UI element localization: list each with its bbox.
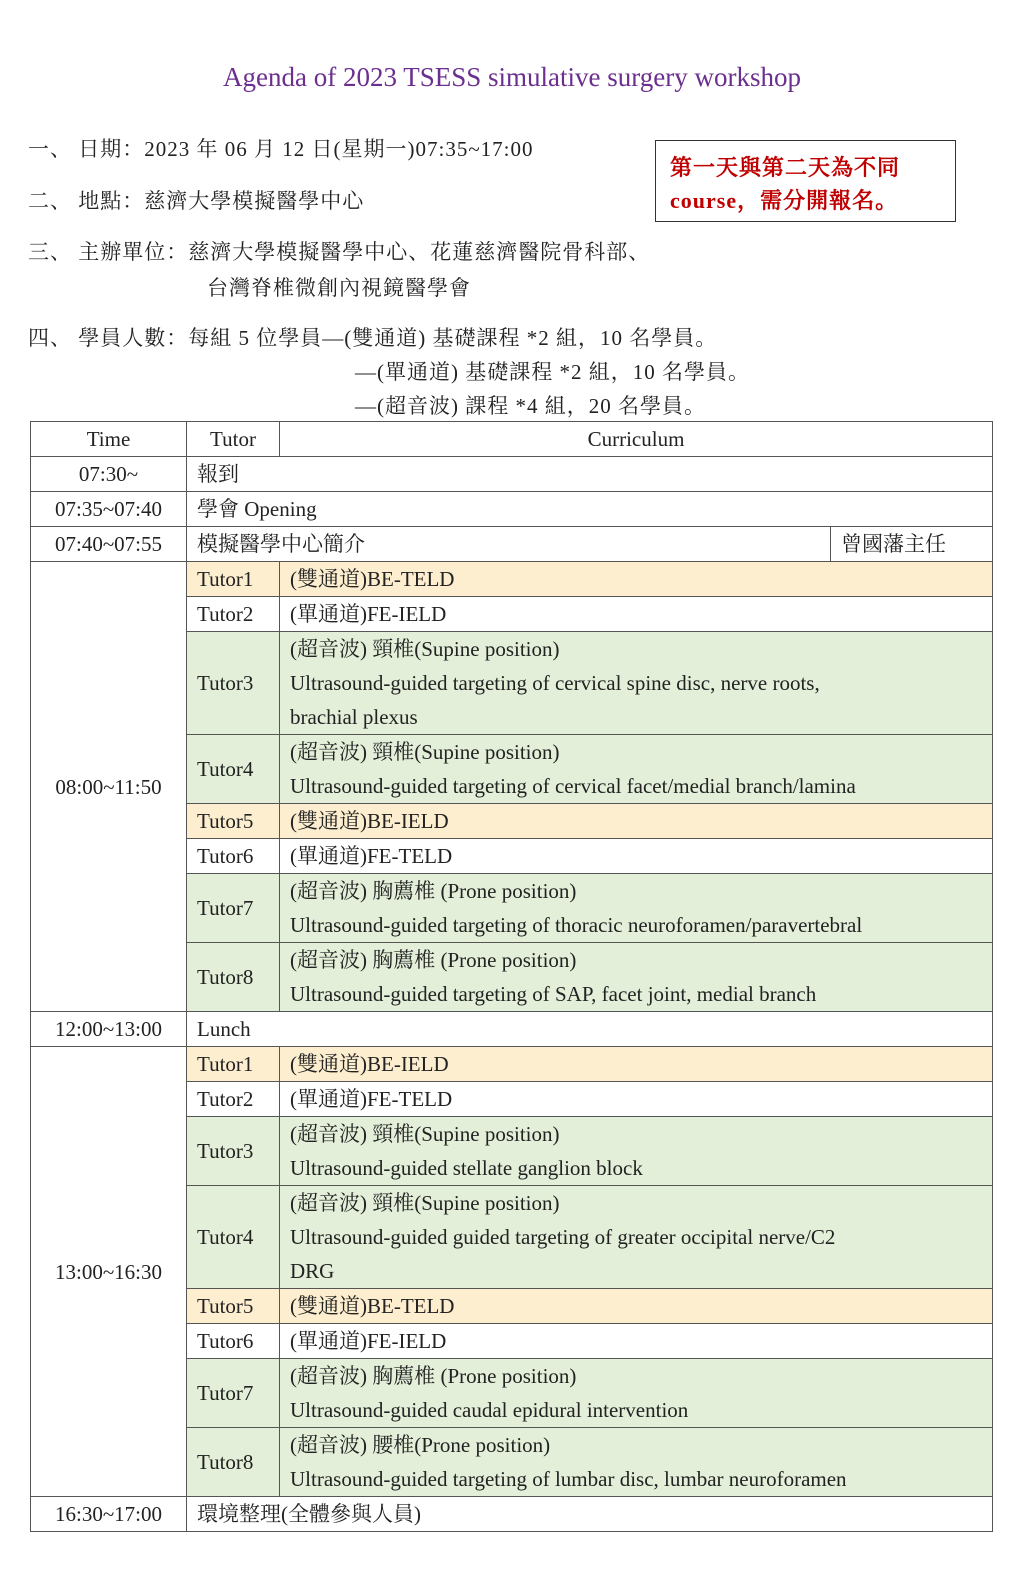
notice-box — [655, 140, 956, 222]
curriculum-line: (超音波) 胸薦椎 (Prone position) — [290, 948, 577, 972]
tutor-label: Tutor2 — [187, 597, 280, 632]
curriculum-line: (雙通道)BE-TELD — [290, 567, 455, 591]
info-participants-3: —(超音波) 課程 *4 組，20 名學員。 — [355, 394, 706, 418]
curriculum-line: (單通道)FE-IELD — [290, 1329, 447, 1353]
tutor-label: Tutor6 — [187, 839, 280, 874]
afternoon-session-row — [31, 1047, 993, 1082]
tutor-label: Tutor8 — [187, 943, 280, 1012]
intro-speaker: 曾國藩主任 — [831, 527, 993, 562]
curriculum-cell — [280, 943, 993, 1012]
curriculum-cell — [280, 735, 993, 804]
opening-row — [31, 492, 993, 527]
opening-time: 07:35~07:40 — [31, 492, 187, 527]
intro-text: 模擬醫學中心簡介 — [187, 527, 831, 562]
curriculum-line: Ultrasound-guided caudal epidural intervention — [290, 1398, 689, 1422]
curriculum-line: Ultrasound-guided targeting of thoracic neuroforamen/paravertebral — [290, 913, 863, 937]
curriculum-line: (雙通道)BE-IELD — [290, 1052, 449, 1076]
curriculum-line: (超音波) 胸薦椎 (Prone position) — [290, 879, 577, 903]
morning-session-time: 08:00~11:50 — [31, 562, 187, 1012]
header-time: Time — [31, 422, 187, 457]
curriculum-line: Ultrasound-guided targeting of SAP, facet joint, medial branch — [290, 982, 817, 1006]
page-title: Agenda of 2023 TSESS simulative surgery workshop — [223, 62, 801, 92]
notice-line-1: 第一天與第二天為不同 — [670, 155, 901, 180]
tutor-label: Tutor4 — [187, 735, 280, 804]
cleanup-row — [31, 1497, 993, 1532]
tutor-label: Tutor3 — [187, 1117, 280, 1186]
info-participants-1: 四、 學員人數：每組 5 位學員—(雙通道) 基礎課程 *2 組，10 名學員。 — [28, 326, 718, 350]
tutor-label: Tutor1 — [187, 562, 280, 597]
info-date: 一、 日期：2023 年 06 月 12 日(星期一)07:35~17:00 — [28, 137, 534, 161]
curriculum-cell — [280, 1359, 993, 1428]
curriculum-cell — [280, 1082, 993, 1117]
header-tutor: Tutor — [187, 422, 280, 457]
curriculum-cell — [280, 839, 993, 874]
curriculum-line: (超音波) 頸椎(Supine position) — [290, 740, 560, 764]
info-organizers-2: 台灣脊椎微創內視鏡醫學會 — [207, 276, 471, 300]
intro-row — [31, 527, 993, 562]
cleanup-text: 環境整理(全體參與人員) — [187, 1497, 993, 1532]
curriculum-line: (單通道)FE-IELD — [290, 602, 447, 626]
curriculum-line: (超音波) 頸椎(Supine position) — [290, 1122, 560, 1146]
info-venue: 二、 地點：慈濟大學模擬醫學中心 — [28, 189, 365, 213]
registration-text: 報到 — [187, 457, 993, 492]
lunch-text: Lunch — [187, 1012, 993, 1047]
curriculum-cell — [280, 562, 993, 597]
tutor-label: Tutor3 — [187, 632, 280, 735]
agenda-table — [30, 421, 993, 1532]
curriculum-cell — [280, 804, 993, 839]
curriculum-cell — [280, 874, 993, 943]
tutor-label: Tutor5 — [187, 1289, 280, 1324]
tutor-label: Tutor8 — [187, 1428, 280, 1497]
header-row — [31, 422, 993, 457]
curriculum-line: Ultrasound-guided targeting of cervical facet/medial branch/lamina — [290, 774, 856, 798]
curriculum-line: DRG — [290, 1259, 335, 1283]
tutor-label: Tutor4 — [187, 1186, 280, 1289]
curriculum-line: (超音波) 腰椎(Prone position) — [290, 1433, 551, 1457]
afternoon-session-time: 13:00~16:30 — [31, 1047, 187, 1497]
intro-time: 07:40~07:55 — [31, 527, 187, 562]
curriculum-line: Ultrasound-guided targeting of lumbar disc, lumbar neuroforamen — [290, 1467, 847, 1491]
curriculum-line: brachial plexus — [290, 705, 418, 729]
curriculum-cell — [280, 597, 993, 632]
curriculum-line: Ultrasound-guided guided targeting of greater occipital nerve/C2 — [290, 1225, 836, 1249]
curriculum-line: (超音波) 胸薦椎 (Prone position) — [290, 1364, 577, 1388]
curriculum-line: (超音波) 頸椎(Supine position) — [290, 1191, 560, 1215]
tutor-label: Tutor7 — [187, 874, 280, 943]
curriculum-line: (雙通道)BE-TELD — [290, 1294, 455, 1318]
curriculum-cell — [280, 1428, 993, 1497]
curriculum-cell — [280, 1047, 993, 1082]
curriculum-line: (超音波) 頸椎(Supine position) — [290, 637, 560, 661]
curriculum-cell — [280, 1117, 993, 1186]
tutor-label: Tutor1 — [187, 1047, 280, 1082]
cleanup-time: 16:30~17:00 — [31, 1497, 187, 1532]
lunch-row — [31, 1012, 993, 1047]
registration-time: 07:30~ — [31, 457, 187, 492]
info-participants-2: —(單通道) 基礎課程 *2 組，10 名學員。 — [355, 360, 750, 384]
header-curriculum: Curriculum — [280, 422, 993, 457]
opening-text: 學會 Opening — [187, 492, 993, 527]
curriculum-line: Ultrasound-guided targeting of cervical spine disc, nerve roots, — [290, 671, 820, 695]
curriculum-cell — [280, 1324, 993, 1359]
morning-session-row — [31, 562, 993, 597]
curriculum-line: (單通道)FE-TELD — [290, 1087, 453, 1111]
info-organizers-1: 三、 主辦單位：慈濟大學模擬醫學中心、花蓮慈濟醫院骨科部、 — [28, 240, 651, 264]
lunch-time: 12:00~13:00 — [31, 1012, 187, 1047]
curriculum-line: (雙通道)BE-IELD — [290, 809, 449, 833]
tutor-label: Tutor5 — [187, 804, 280, 839]
curriculum-cell — [280, 1289, 993, 1324]
curriculum-line: Ultrasound-guided stellate ganglion block — [290, 1156, 643, 1180]
tutor-label: Tutor7 — [187, 1359, 280, 1428]
curriculum-cell — [280, 632, 993, 735]
tutor-label: Tutor2 — [187, 1082, 280, 1117]
tutor-label: Tutor6 — [187, 1324, 280, 1359]
curriculum-cell — [280, 1186, 993, 1289]
registration-row — [31, 457, 993, 492]
curriculum-line: (單通道)FE-TELD — [290, 844, 453, 868]
notice-line-2: course，需分開報名。 — [670, 188, 899, 213]
